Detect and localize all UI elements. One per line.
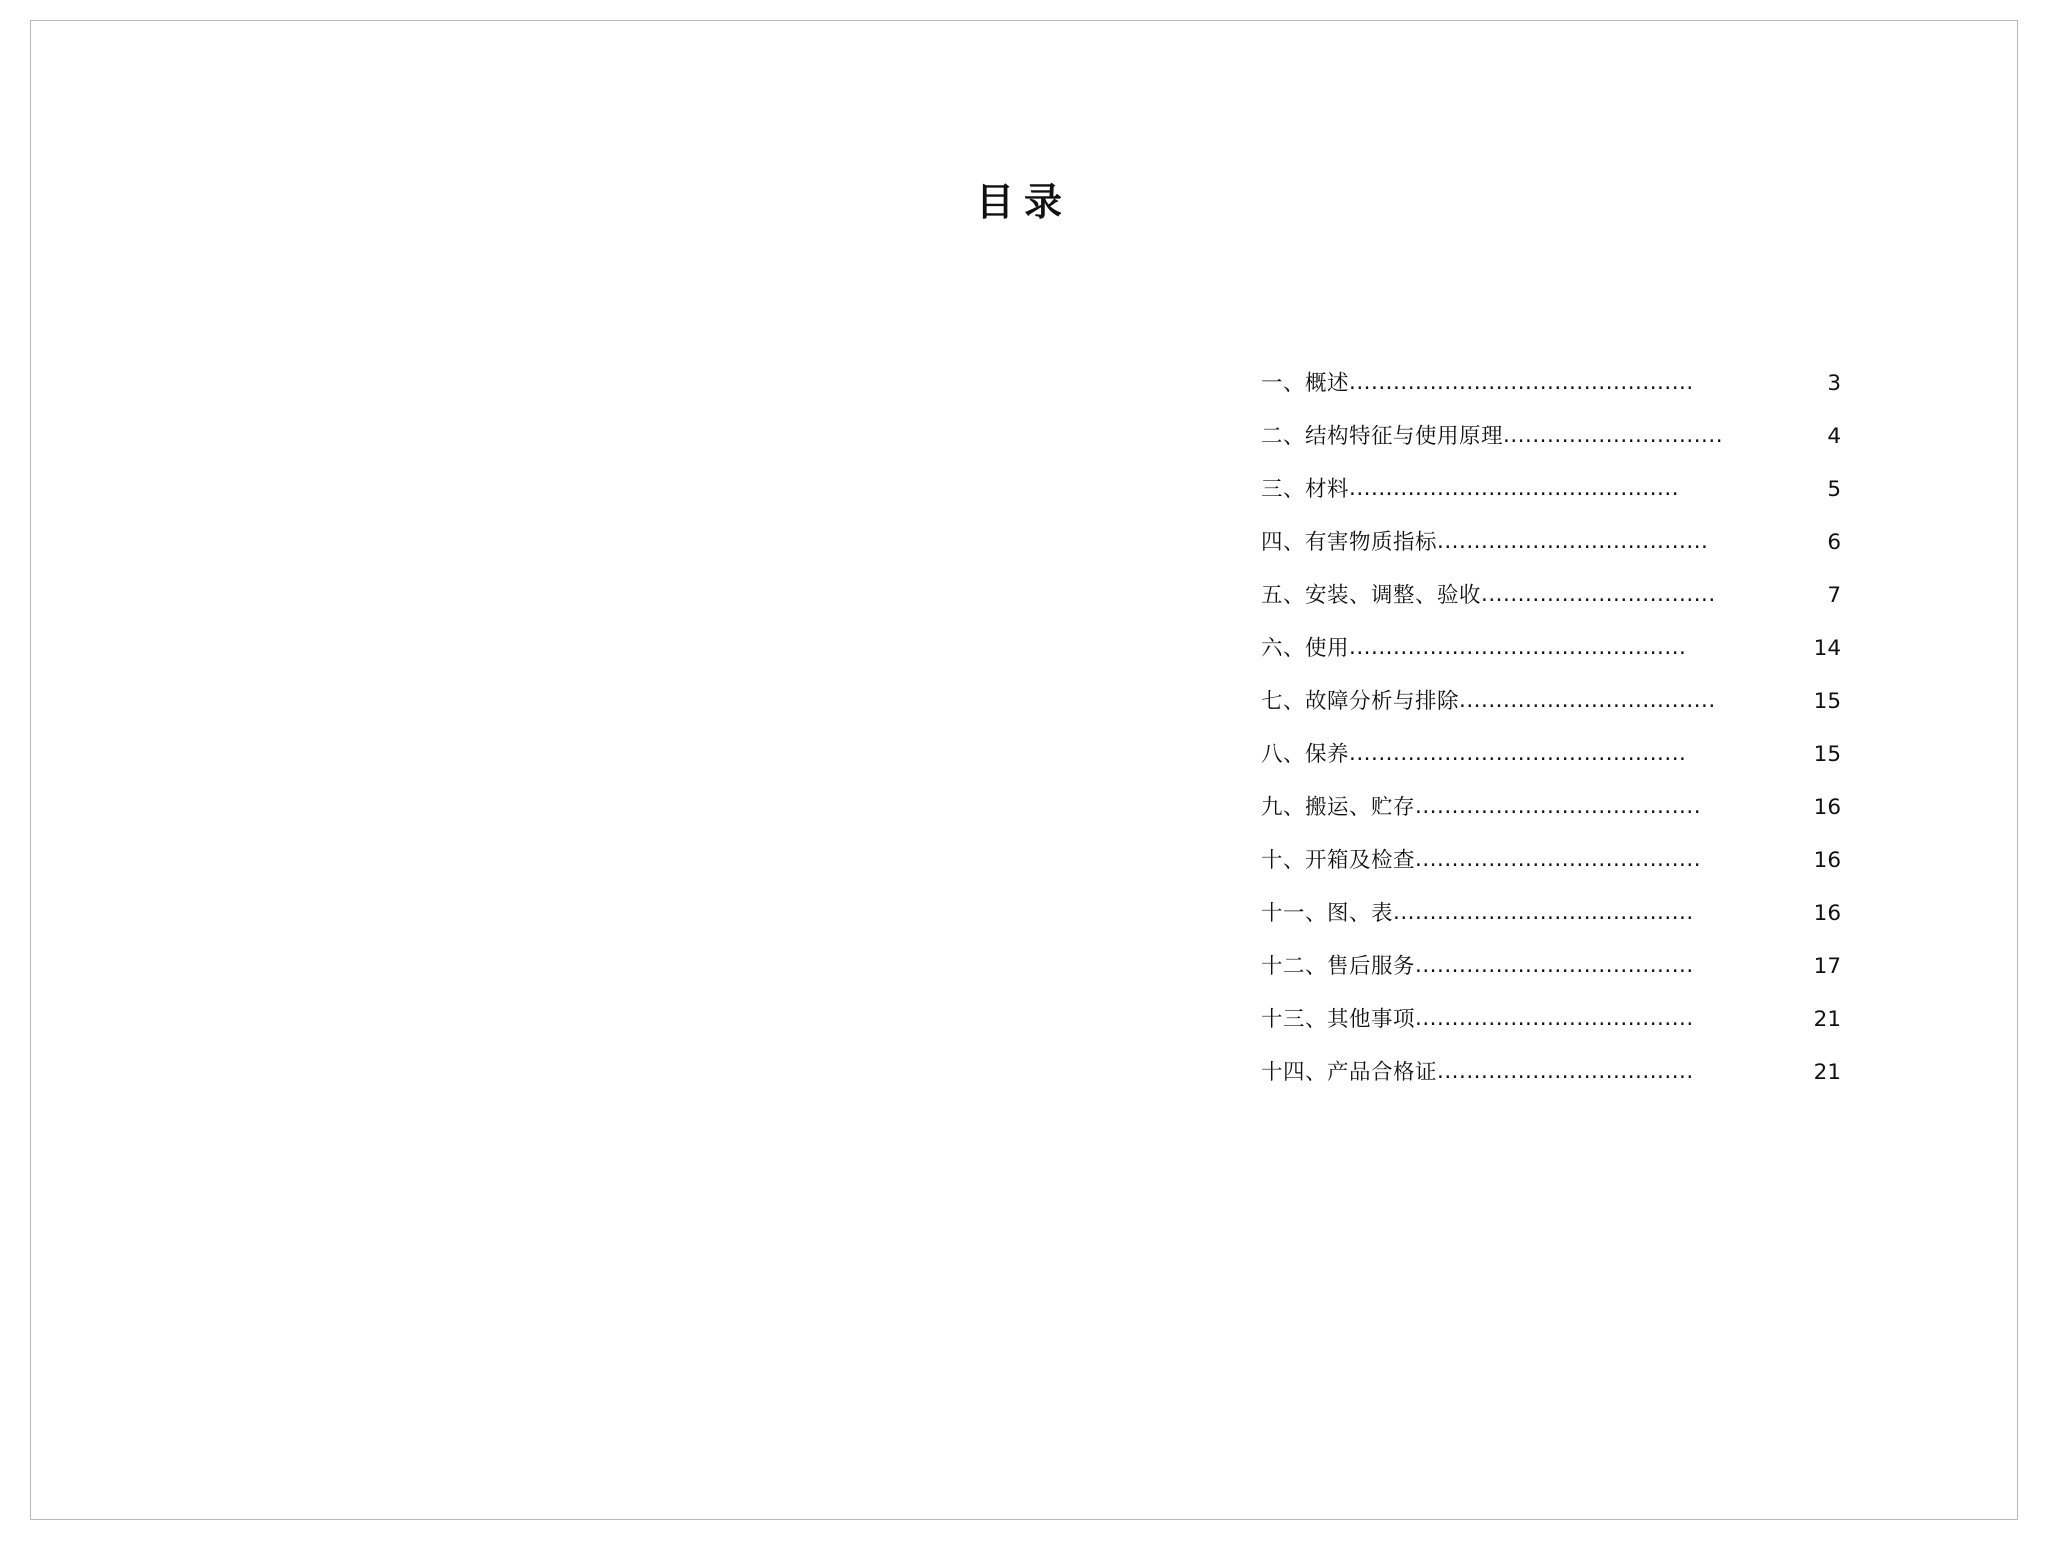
- toc-entry-page-number: 17: [1813, 954, 1841, 979]
- toc-entry-page-number: 16: [1813, 901, 1841, 926]
- page-title: 目录: [975, 180, 1072, 224]
- toc-leader-dots: ................................: [1481, 584, 1716, 606]
- toc-entry-page-number: 3: [1827, 371, 1841, 396]
- toc-entry[interactable]: [1261, 903, 1841, 956]
- toc-entry-page-number: 7: [1827, 583, 1841, 608]
- toc-entry[interactable]: [1261, 479, 1841, 532]
- toc-entry[interactable]: [1261, 797, 1841, 850]
- toc-leader-dots: .......................................: [1415, 796, 1702, 818]
- toc-entry-page-number: 15: [1813, 689, 1841, 714]
- toc-leader-dots: ..............................................: [1349, 743, 1687, 765]
- toc-leader-dots: ..............................................: [1349, 637, 1687, 659]
- toc-leader-dots: .......................................: [1415, 849, 1702, 871]
- toc-entry-page-number: 16: [1813, 795, 1841, 820]
- toc-entry[interactable]: [1261, 956, 1841, 1009]
- toc-entry-label: 五、安装、调整、验收: [1261, 583, 1482, 608]
- toc-entry[interactable]: [1261, 691, 1841, 744]
- toc-entry-page-number: 21: [1813, 1007, 1841, 1032]
- toc-entry-label: 九、搬运、贮存: [1261, 795, 1416, 820]
- toc-entry[interactable]: [1261, 426, 1841, 479]
- toc-entry[interactable]: [1261, 373, 1841, 426]
- toc-entry-label: 八、保养: [1261, 742, 1350, 767]
- toc-entry-page-number: 15: [1813, 742, 1841, 767]
- toc-entry-page-number: 4: [1827, 424, 1841, 449]
- toc-entry-label: 十一、图、表: [1261, 901, 1394, 926]
- toc-leader-dots: ...................................: [1459, 690, 1716, 712]
- toc-entry[interactable]: [1261, 1009, 1841, 1062]
- toc-entry-label: 一、概述: [1261, 371, 1350, 396]
- toc-entry-label: 四、有害物质指标: [1261, 530, 1438, 555]
- toc-leader-dots: ......................................: [1415, 955, 1694, 977]
- toc-entry-label: 十二、售后服务: [1261, 954, 1416, 979]
- toc-entry[interactable]: [1261, 744, 1841, 797]
- toc-entry-label: 七、故障分析与排除: [1261, 689, 1460, 714]
- toc-entry[interactable]: [1261, 638, 1841, 691]
- toc-entry-page-number: 16: [1813, 848, 1841, 873]
- toc-leader-dots: ...............................................: [1349, 372, 1694, 394]
- toc-entry-label: 十、开箱及检查: [1261, 848, 1416, 873]
- toc-entry-page-number: 14: [1813, 636, 1841, 661]
- toc-leader-dots: ......................................: [1415, 1008, 1694, 1030]
- toc-entry-label: 三、材料: [1261, 477, 1350, 502]
- toc-entry-label: 二、结构特征与使用原理: [1261, 424, 1504, 449]
- toc-entry-page-number: 21: [1813, 1060, 1841, 1085]
- toc-leader-dots: ..............................: [1503, 425, 1724, 447]
- document-page: [30, 20, 2018, 1520]
- toc-entry-page-number: 6: [1827, 530, 1841, 555]
- toc-leader-dots: .........................................: [1393, 902, 1694, 924]
- toc-entry[interactable]: [1261, 532, 1841, 585]
- toc-leader-dots: .............................................: [1349, 478, 1680, 500]
- toc-entry-label: 十四、产品合格证: [1261, 1060, 1438, 1085]
- toc-entry-label: 六、使用: [1261, 636, 1350, 661]
- table-of-contents: [1261, 373, 1841, 1115]
- toc-entry[interactable]: [1261, 585, 1841, 638]
- toc-entry-label: 十三、其他事项: [1261, 1007, 1416, 1032]
- toc-leader-dots: .....................................: [1437, 531, 1709, 553]
- toc-entry-page-number: 5: [1827, 477, 1841, 502]
- toc-leader-dots: ...................................: [1437, 1061, 1694, 1083]
- toc-entry[interactable]: [1261, 850, 1841, 903]
- toc-entry[interactable]: [1261, 1062, 1841, 1115]
